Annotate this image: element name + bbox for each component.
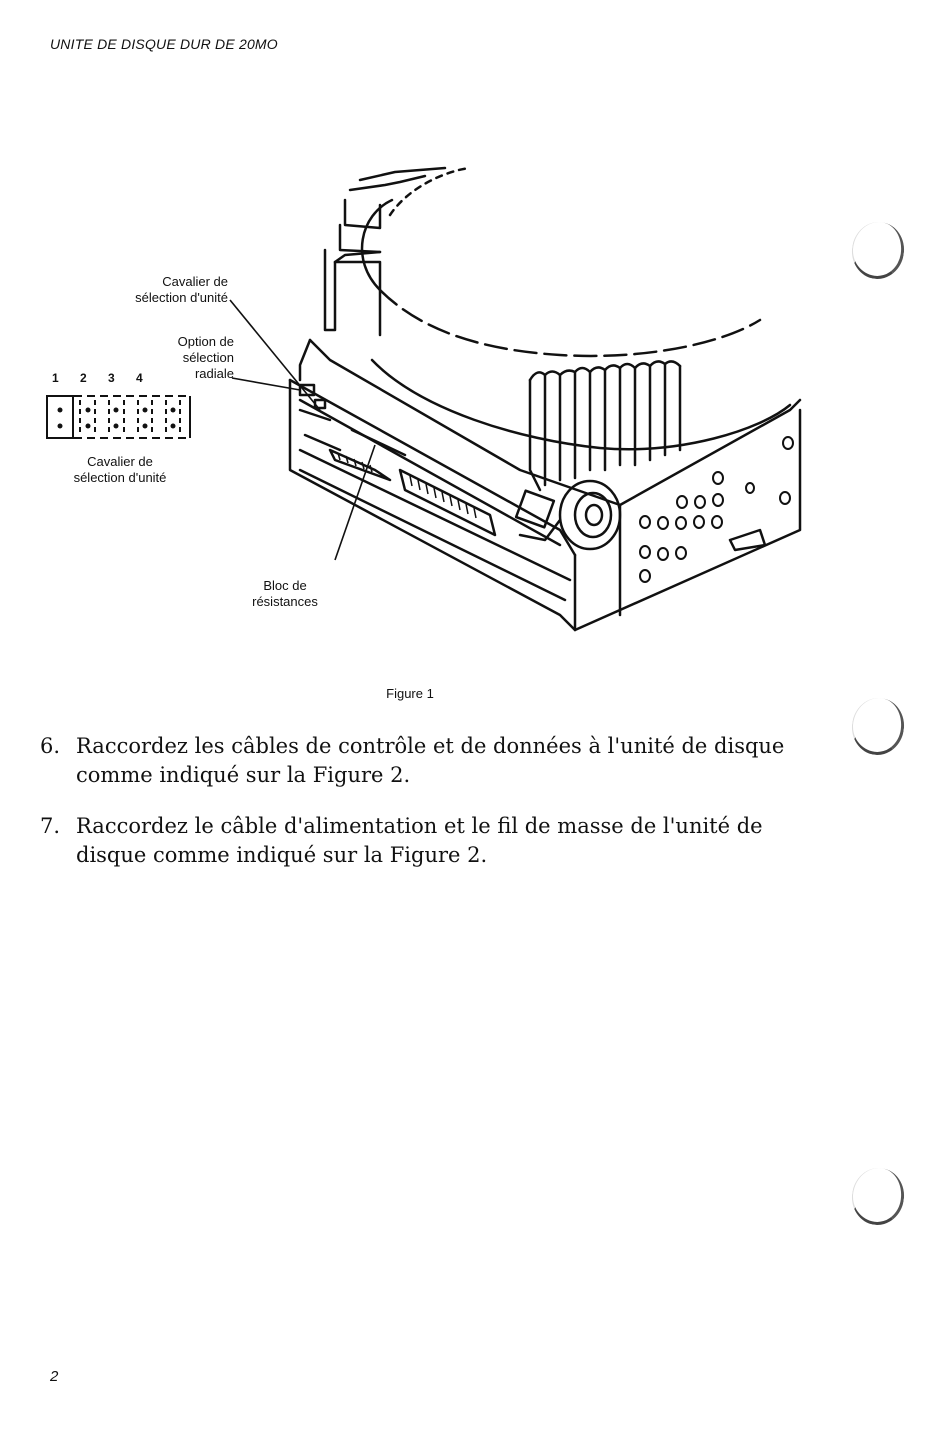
disk-cover [390, 168, 470, 215]
jumper-number: 3 [108, 371, 115, 385]
figure-caption: Figure 1 [386, 686, 434, 701]
step-number: 7. [40, 814, 61, 838]
list-item [40, 732, 800, 790]
label-jumper-top: Cavalier de sélection d'unité [135, 274, 228, 305]
jumper-numbers [52, 371, 164, 385]
jumper-number: 1 [52, 371, 59, 385]
label-jumper-bottom: Cavalier de sélection d'unité [73, 454, 167, 485]
step-text: Raccordez les câbles de contrôle et de données à l'unité de disque comme indiqué sur la Figure 2. [76, 734, 785, 787]
label-radial-option: Option de sélection radiale [177, 334, 234, 381]
jumper-number: 4 [136, 371, 143, 385]
list-item [40, 812, 800, 870]
label-resistor-block: Bloc de résistances [252, 578, 318, 609]
hard-disk-drive-illustration [0, 150, 950, 650]
step-number: 6. [40, 734, 61, 758]
running-header: UNITE DE DISQUE DUR DE 20MO [50, 36, 278, 52]
instruction-list [40, 732, 800, 892]
jumper-number: 2 [80, 371, 87, 385]
binder-hole [848, 695, 907, 759]
binder-hole [848, 1165, 907, 1229]
step-text: Raccordez le câble d'alimentation et le fil de masse de l'unité de disque comme indiqué sur la Figure 2. [76, 814, 763, 867]
page-number: 2 [50, 1368, 59, 1385]
